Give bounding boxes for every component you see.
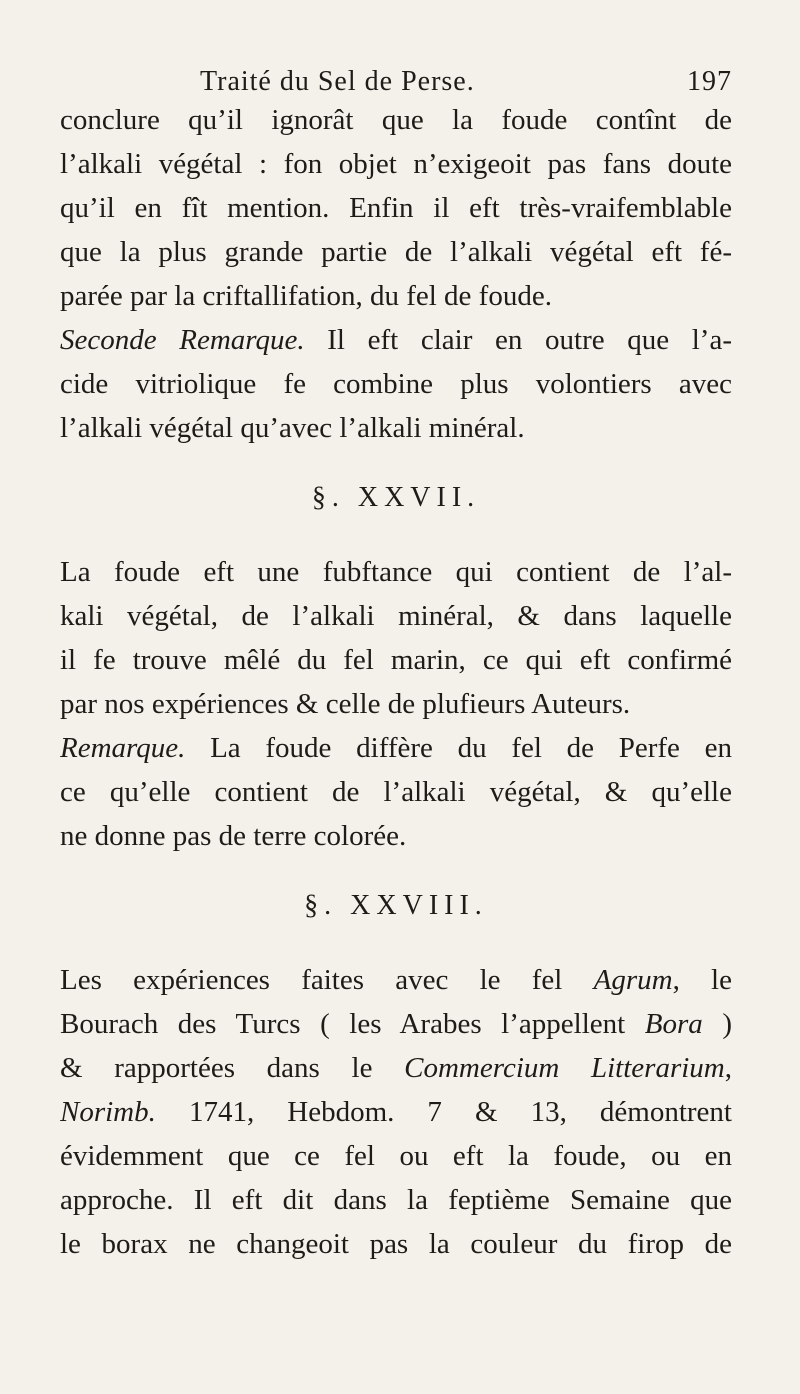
remark-label: Remarque. bbox=[60, 732, 186, 764]
section-xxvii-paragraph bbox=[60, 550, 732, 858]
section-heading: §. XXVII. bbox=[311, 482, 481, 513]
text-span: Il eft clair en outre que l’a- bbox=[304, 324, 732, 356]
page-number: 197 bbox=[687, 66, 732, 97]
paragraph-intro bbox=[60, 98, 732, 318]
text-line: ce qu’elle contient de l’alkali végétal, & qu’elle bbox=[60, 776, 732, 808]
text-span: Les expériences faites avec le fel bbox=[60, 964, 594, 996]
text-span: , bbox=[724, 1052, 732, 1084]
text-span: , le bbox=[672, 964, 732, 996]
text-line: l’alkali végétal : fon objet n’exigeoit pas fans doute bbox=[60, 148, 732, 180]
text-line: kali végétal, de l’alkali minéral, & dans laquelle bbox=[60, 600, 732, 632]
section-heading: §. XXVIII. bbox=[304, 890, 488, 921]
text-line: approche. Il eft dit dans la feptième Semaine que bbox=[60, 1184, 732, 1216]
page-body bbox=[60, 98, 732, 1266]
italic-term: Norimb. bbox=[60, 1096, 156, 1128]
italic-term: Agrum bbox=[593, 964, 673, 996]
text-line: que la plus grande partie de l’alkali végétal eft fé- bbox=[60, 236, 732, 268]
text-span: Bourach des Turcs ( les Arabes l’appellent bbox=[60, 1008, 645, 1040]
text-line: l’alkali végétal qu’avec l’alkali minéral. bbox=[60, 412, 525, 444]
text-line: La foude eft une fubftance qui contient de l’al- bbox=[60, 556, 732, 588]
text-line: évidemment que ce fel ou eft la foude, ou en bbox=[60, 1140, 732, 1172]
text-span: 1741, Hebdom. 7 & 13, démontrent bbox=[155, 1096, 732, 1128]
text-line: qu’il en fît mention. Enfin il eft très-vraifemblable bbox=[60, 192, 732, 224]
text-line: cide vitriolique fe combine plus volontiers avec bbox=[60, 368, 732, 400]
remark-label: Seconde Remarque. bbox=[60, 324, 305, 356]
text-line: ne donne pas de terre colorée. bbox=[60, 820, 407, 852]
text-line bbox=[60, 726, 732, 770]
text-line: le borax ne changeoit pas la couleur du firop de bbox=[60, 1228, 732, 1260]
text-line bbox=[60, 1002, 732, 1046]
section-xxviii-paragraph bbox=[60, 958, 732, 1266]
text-line bbox=[60, 1090, 732, 1134]
text-line: il fe trouve mêlé du fel marin, ce qui eft confirmé bbox=[60, 644, 732, 676]
text-line: conclure qu’il ignorât que la foude contînt de bbox=[60, 104, 732, 136]
text-line: parée par la criftallifation, du fel de foude. bbox=[60, 280, 552, 312]
text-line bbox=[60, 318, 732, 362]
text-line bbox=[60, 1046, 732, 1090]
italic-term: Bora bbox=[644, 1008, 703, 1040]
text-line: par nos expériences & celle de plufieurs Auteurs. bbox=[60, 688, 631, 720]
text-line bbox=[60, 958, 732, 1002]
text-span: ) bbox=[702, 1008, 732, 1040]
text-span: La foude diffère du fel de Perfe en bbox=[185, 732, 732, 764]
text-span: & rapportées dans le bbox=[60, 1052, 405, 1084]
running-title: Traité du Sel de Perse. bbox=[200, 66, 475, 97]
paragraph-second-remark bbox=[60, 318, 732, 450]
italic-term: Commercium Litterarium bbox=[404, 1052, 725, 1084]
